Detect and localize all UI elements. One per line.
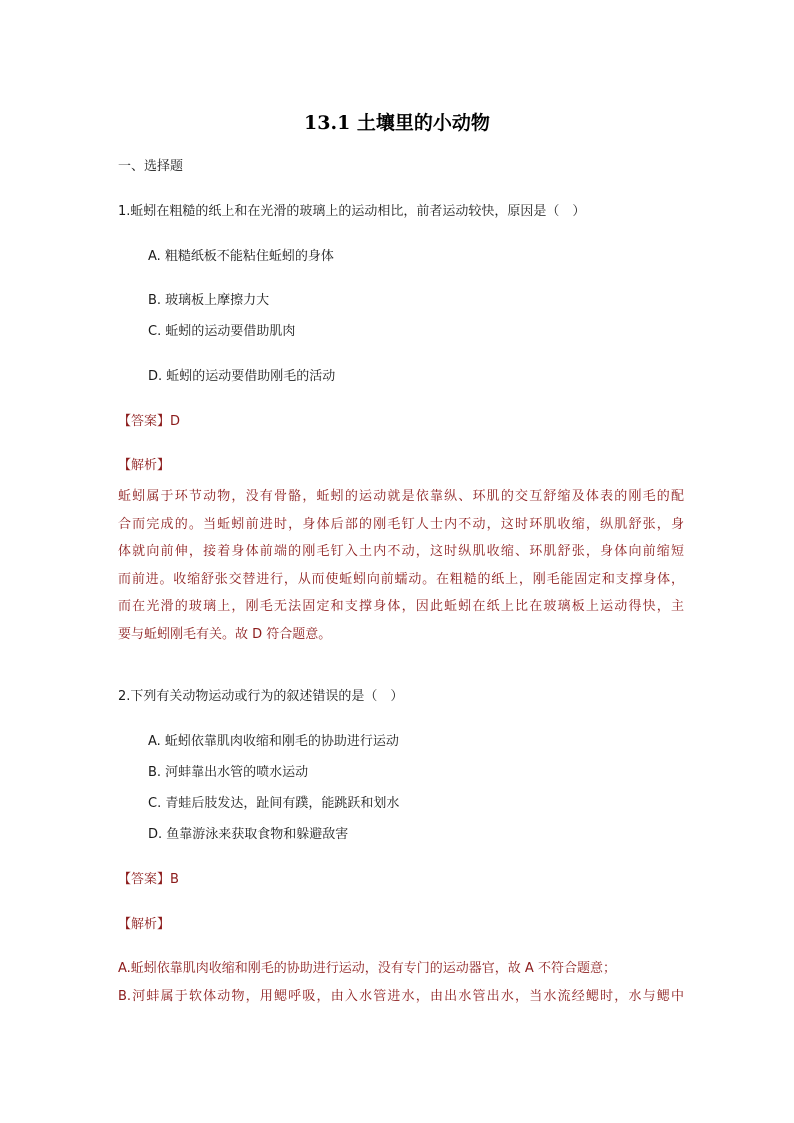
q1-analysis-label: 【解析】 — [118, 458, 171, 473]
q2-option-b: B. 河蚌靠出水管的喷水运动 — [148, 765, 309, 780]
q2-analysis-text — [118, 955, 684, 1010]
q2-option-a: A. 蚯蚓依靠肌肉收缩和刚毛的协助进行运动 — [148, 734, 399, 749]
q1-analysis-line: 蚯蚓属于环节动物，没有骨骼，蚯蚓的运动就是依靠纵、环肌的交互舒缩及体表的刚毛的配 — [118, 489, 684, 504]
q1-analysis-line: 要与蚯蚓刚毛有关。故 D 符合题意。 — [118, 626, 332, 642]
q2-stem: 2.下列有关动物运动或行为的叙述错误的是（ ） — [118, 689, 404, 704]
q1-option-a: A. 粗糙纸板不能粘住蚯蚓的身体 — [148, 249, 334, 264]
q1-stem: 1.蚯蚓在粗糙的纸上和在光滑的玻璃上的运动相比，前者运动较快，原因是（ ） — [118, 204, 586, 219]
q2-answer: 【答案】B — [118, 872, 179, 887]
q2-analysis-line: A.蚯蚓依靠肌肉收缩和刚毛的协助进行运动，没有专门的运动器官，故 A 不符合题意； — [118, 961, 616, 976]
q2-option-c: C. 青蛙后肢发达，趾间有蹼，能跳跃和划水 — [148, 796, 400, 811]
q2-option-d: D. 鱼靠游泳来获取食物和躲避敌害 — [148, 827, 349, 842]
q1-analysis-line: 体就向前伸，接着身体前端的刚毛钉入土内不动，这时纵肌收缩、环肌舒张，身体向前缩短 — [118, 544, 684, 559]
q1-analysis-line: 合而完成的。当蚯蚓前进时，身体后部的刚毛钉人士内不动，这时环肌收缩，纵肌舒张，身 — [118, 516, 684, 532]
q2-analysis-line: B.河蚌属于软体动物，用鳃呼吸，由入水管进水，由出水管出水，当水流经鳃时，水与鳃中 — [118, 988, 684, 1004]
q1-option-d: D. 蚯蚓的运动要借助刚毛的活动 — [148, 369, 336, 384]
q1-analysis-line: 而前进。收缩舒张交替进行，从而使蚯蚓向前蠕动。在粗糙的纸上，刚毛能固定和支撑身体， — [118, 571, 684, 587]
q2-analysis-label: 【解析】 — [118, 917, 171, 932]
document-title: 13.1 土壤里的小动物 — [304, 112, 490, 134]
q1-analysis-line: 而在光滑的玻璃上，刚毛无法固定和支撑身体，因此蚯蚓在纸上比在玻璃板上运动得快，主 — [118, 599, 684, 614]
q1-answer: 【答案】D — [118, 414, 181, 429]
section-heading: 一、选择题 — [118, 159, 184, 174]
q1-analysis-text — [118, 483, 684, 648]
q1-option-b: B. 玻璃板上摩擦力大 — [148, 293, 270, 308]
q1-option-c: C. 蚯蚓的运动要借助肌肉 — [148, 324, 296, 339]
